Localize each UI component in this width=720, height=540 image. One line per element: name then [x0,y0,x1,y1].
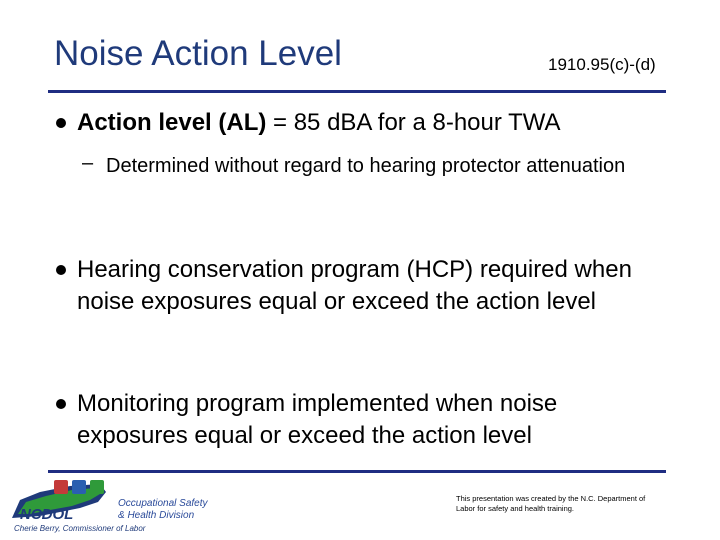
logo-tagline-1: Occupational Safety [118,498,208,509]
ncdol-logo [10,476,240,534]
footer-note: This presentation was created by the N.C. Department of Labor for safety and health training. [456,494,646,513]
standard-code: 1910.95(c)-(d) [548,55,656,74]
logo-wordmark: NCDOL [20,506,74,523]
bullet-monitoring: Monitoring program implemented when noise exposures equal or exceed the action level [77,390,558,449]
sub-bullet-text: Determined without regard to hearing protector attenuation [106,155,626,177]
bullet-action-level [77,107,677,139]
footer-divider [48,470,666,473]
logo-tagline-2: & Health Division [118,510,195,521]
slide-title: Noise Action Level [54,34,342,73]
bullet-dot [56,399,66,409]
title-divider [48,90,666,93]
bullet-dot [56,265,66,275]
bullet-dot [56,118,66,128]
bullet-hcp: Hearing conservation program (HCP) required when noise exposures equal or exceed the action level [77,256,632,315]
sub-bullet-dash: – [82,152,94,174]
bullet-bold-term: Action level (AL) [77,109,267,136]
bullet-text: = 85 dBA for a 8-hour TWA [266,109,561,136]
commissioner-credit: Cherie Berry, Commissioner of Labor [14,524,146,533]
